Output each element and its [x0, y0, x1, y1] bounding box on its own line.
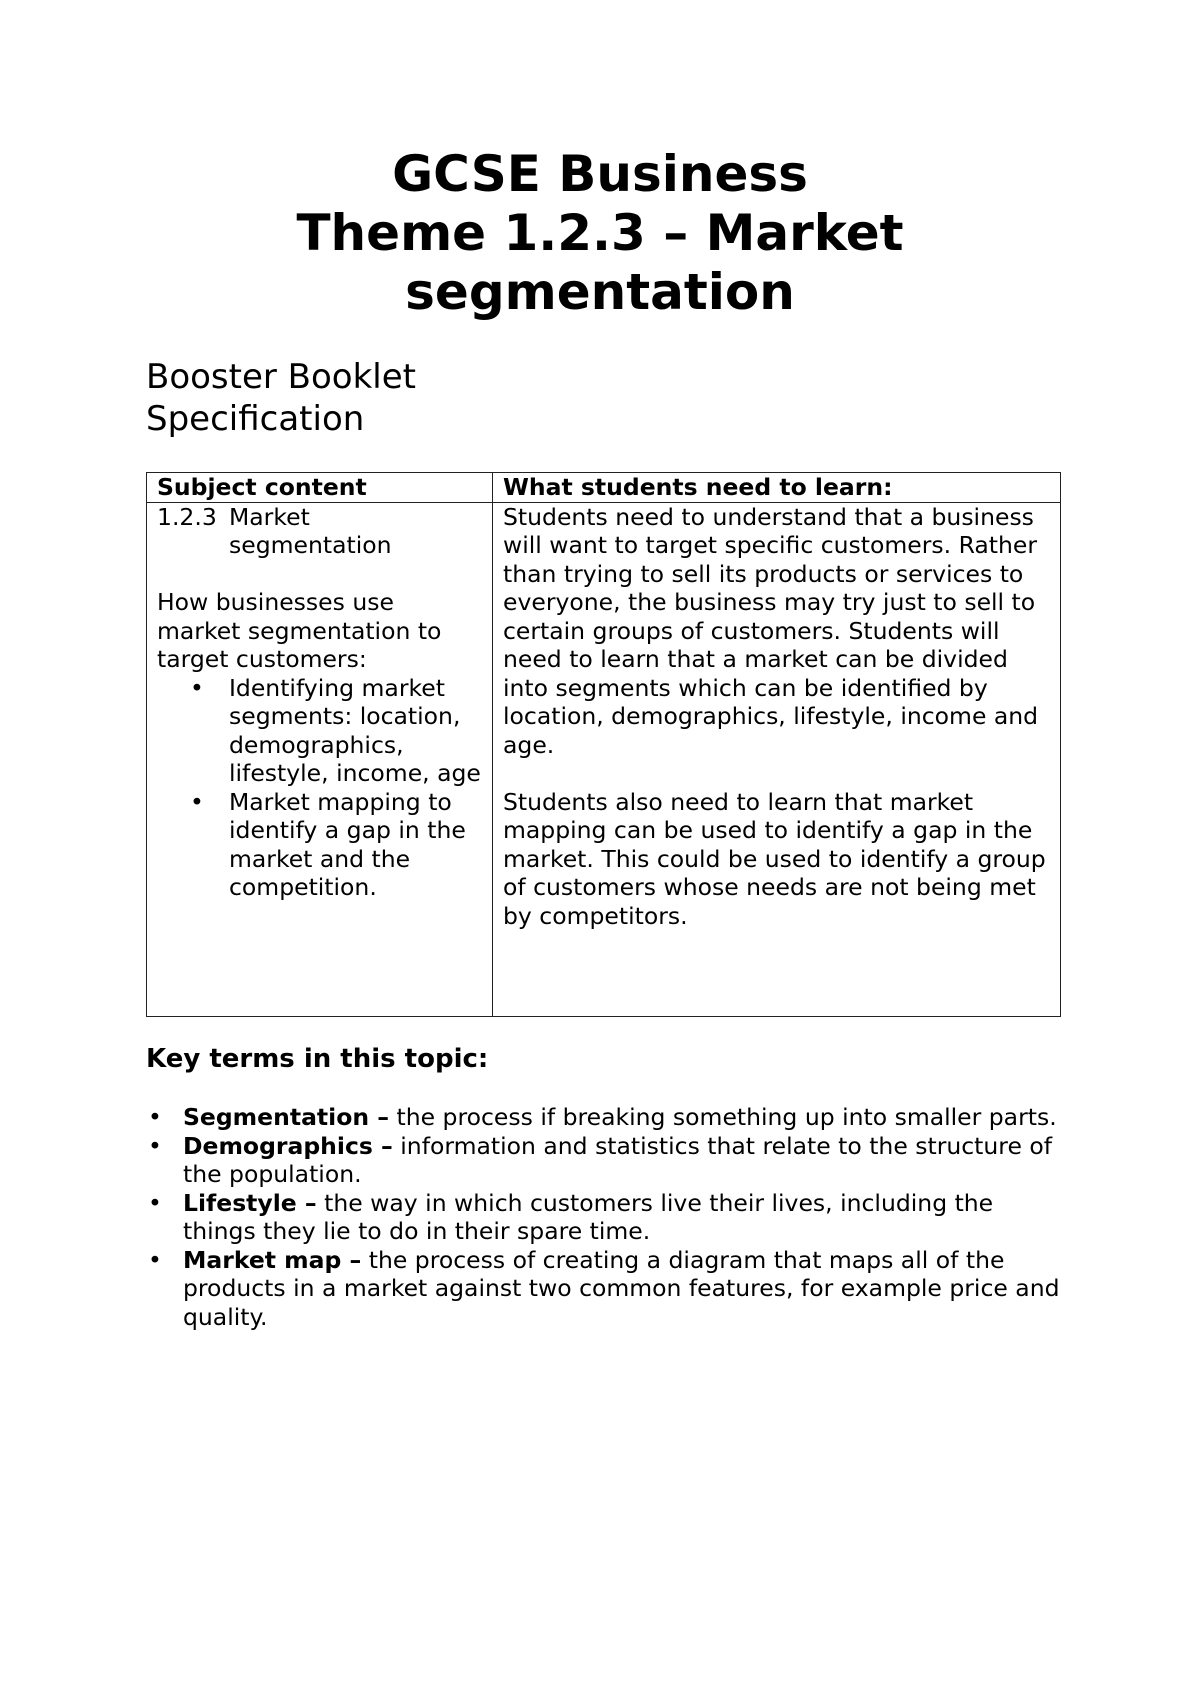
key-term: Market map – — [183, 1245, 362, 1274]
subject-bullets — [157, 674, 482, 902]
key-term-item — [146, 1132, 1066, 1189]
topic-code: 1.2.3 — [157, 502, 217, 531]
key-term-item — [146, 1189, 1066, 1246]
key-term-item — [146, 1103, 1066, 1132]
topic-heading — [157, 503, 482, 560]
key-term: Segmentation – — [183, 1103, 390, 1131]
key-term-definition: the process of creating a diagram that maps all of the products in a market against two common features, for example price and quality. — [183, 1245, 1060, 1331]
key-term-definition: the process if breaking something up into smaller parts. — [389, 1103, 1057, 1131]
topic-name-line: segmentation — [229, 531, 392, 559]
list-item — [157, 674, 482, 788]
bullet-text: Market mapping to identify a gap in the market and the competition. — [229, 787, 466, 901]
subtitle-specification: Specification — [146, 399, 365, 439]
subtitle-booklet: Booster Booklet — [146, 357, 416, 397]
key-term-item — [146, 1246, 1066, 1332]
bullet-icon: • — [148, 1103, 162, 1131]
key-term-definition: the way in which customers live their lives, including the things they lie to do in their spare time. — [183, 1188, 994, 1245]
topic-name-line: Market — [229, 502, 310, 531]
learning-paragraph: Students also need to learn that market mapping can be used to identify a gap in the market. This could be used to identify a group of customers whose needs are not being met by competitors. — [503, 787, 1046, 930]
bullet-icon: • — [190, 673, 204, 702]
key-term-definition: information and statistics that relate to the structure of the population. — [183, 1131, 1053, 1188]
list-item — [157, 788, 482, 902]
bullet-icon: • — [148, 1131, 162, 1160]
spacer — [503, 759, 1050, 788]
key-term: Demographics – — [183, 1131, 393, 1160]
key-terms-heading: Key terms in this topic: — [146, 1044, 489, 1074]
topic-name — [229, 503, 392, 560]
title-line: segmentation — [405, 263, 795, 321]
subtitle — [146, 356, 416, 440]
spacer — [157, 560, 482, 589]
page-title — [0, 145, 1200, 322]
key-term: Lifestyle – — [183, 1188, 317, 1217]
learning-cell — [493, 502, 1061, 1017]
title-line: GCSE Business — [392, 145, 808, 203]
subject-intro: How businesses use market segmentation to target customers: — [157, 588, 442, 673]
bullet-icon: • — [148, 1188, 162, 1217]
column-header-what-to-learn: What students need to learn: — [493, 473, 1061, 503]
table-row — [147, 502, 1061, 1017]
specification-table — [146, 472, 1061, 1017]
title-line: Theme 1.2.3 – Market — [296, 204, 904, 262]
bullet-icon: • — [148, 1245, 162, 1274]
subject-content-cell — [147, 502, 493, 1017]
column-header-subject-content: Subject content — [147, 473, 493, 503]
table-header-row — [147, 473, 1061, 503]
key-terms-list — [146, 1103, 1066, 1331]
bullet-text: Identifying market segments: location, demographics, lifestyle, income, age — [229, 673, 481, 787]
learning-paragraph: Students need to understand that a business will want to target specific customers. Rather than trying to sell its products or services to everyone, the business may try just to sell to certain groups of customers. Students will need to learn that a market can be divided into segments which can be identified by location, demographics, lifestyle, income and age. — [503, 502, 1039, 759]
bullet-icon: • — [190, 787, 204, 816]
